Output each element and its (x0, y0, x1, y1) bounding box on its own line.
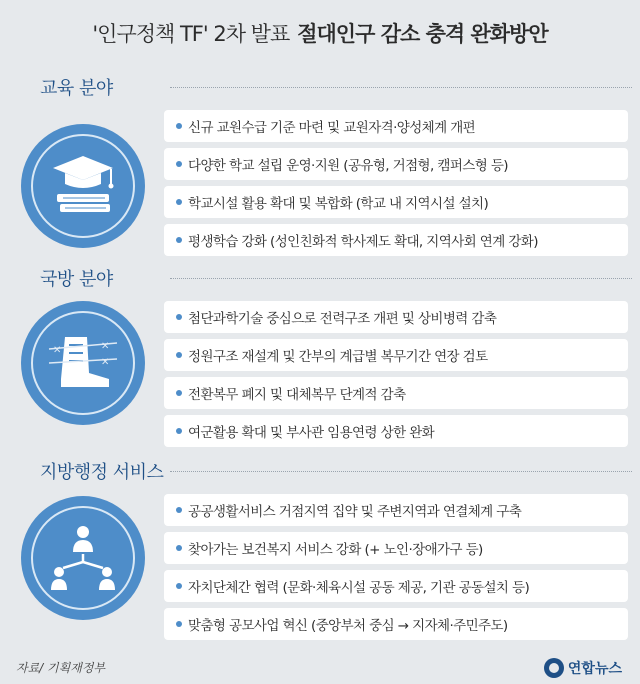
list-item: 학교시설 활용 확대 및 복합화 (학교 내 지역시설 설치) (164, 186, 628, 218)
section-divider (170, 87, 632, 88)
list-item: 전환복무 폐지 및 대체복무 단계적 감축 (164, 377, 628, 409)
bullet-icon (176, 123, 182, 129)
bullet-icon (176, 583, 182, 589)
list-item: 신규 교원수급 기준 마련 및 교원자격·양성체계 개편 (164, 110, 628, 142)
svg-text:✕: ✕ (101, 357, 110, 368)
bullet-icon (176, 390, 182, 396)
list-item: 평생학습 강화 (성인친화적 학사제도 확대, 지역사회 연계 강화) (164, 224, 628, 256)
source-credit: 자료/ 기획재정부 (16, 661, 106, 675)
bullet-icon (176, 507, 182, 513)
svg-text:✕: ✕ (53, 345, 62, 356)
bullet-icon (176, 161, 182, 167)
section-divider (170, 471, 632, 472)
military-boot-barbed-wire-icon (21, 301, 145, 425)
item-list (164, 494, 628, 646)
bullet-icon (176, 621, 182, 627)
list-item: 첨단과학기술 중심으로 전력구조 개편 및 상비병력 감축 (164, 301, 628, 333)
list-item: 여군활용 확대 및 부사관 임용연령 상한 완화 (164, 415, 628, 447)
section-heading: 국방 분야 (40, 269, 113, 290)
list-item: 자치단체간 협력 (문화·체육시설 공동 제공, 기관 공동설치 등) (164, 570, 628, 602)
bullet-icon (176, 314, 182, 320)
list-item: 찾아가는 보건복지 서비스 강화 (+ 노인·장애가구 등) (164, 532, 628, 564)
section-defense (0, 263, 640, 453)
graduation-cap-books-icon (21, 124, 145, 248)
yonhap-logo (544, 658, 622, 678)
section-heading: 교육 분야 (40, 78, 113, 99)
bullet-icon (176, 545, 182, 551)
section-heading: 지방행정 서비스 (40, 462, 164, 483)
section-divider (170, 278, 632, 279)
title-prefix: '인구정책 TF' 2차 발표 (92, 22, 290, 46)
page-title (0, 0, 640, 66)
people-network-icon (21, 496, 145, 620)
list-item: 맞춤형 공모사업 혁신 (중앙부처 중심 → 지자체·주민주도) (164, 608, 628, 640)
item-list (164, 301, 628, 453)
bullet-icon (176, 352, 182, 358)
bullet-icon (176, 199, 182, 205)
list-item: 다양한 학교 설립 운영·지원 (공유형, 거점형, 캠퍼스형 등) (164, 148, 628, 180)
title-main: 절대인구 감소 충격 완화방안 (297, 22, 548, 46)
section-local-admin (0, 456, 640, 646)
list-item: 공공생활서비스 거점지역 집약 및 주변지역과 연결체계 구축 (164, 494, 628, 526)
logo-text: 연합뉴스 (567, 661, 622, 677)
bullet-icon (176, 237, 182, 243)
yonhap-logo-icon (544, 658, 564, 678)
section-education (0, 72, 640, 252)
svg-text:✕: ✕ (101, 341, 110, 352)
list-item: 정원구조 재설계 및 간부의 계급별 복무기간 연장 검토 (164, 339, 628, 371)
item-list (164, 110, 628, 262)
bullet-icon (176, 428, 182, 434)
